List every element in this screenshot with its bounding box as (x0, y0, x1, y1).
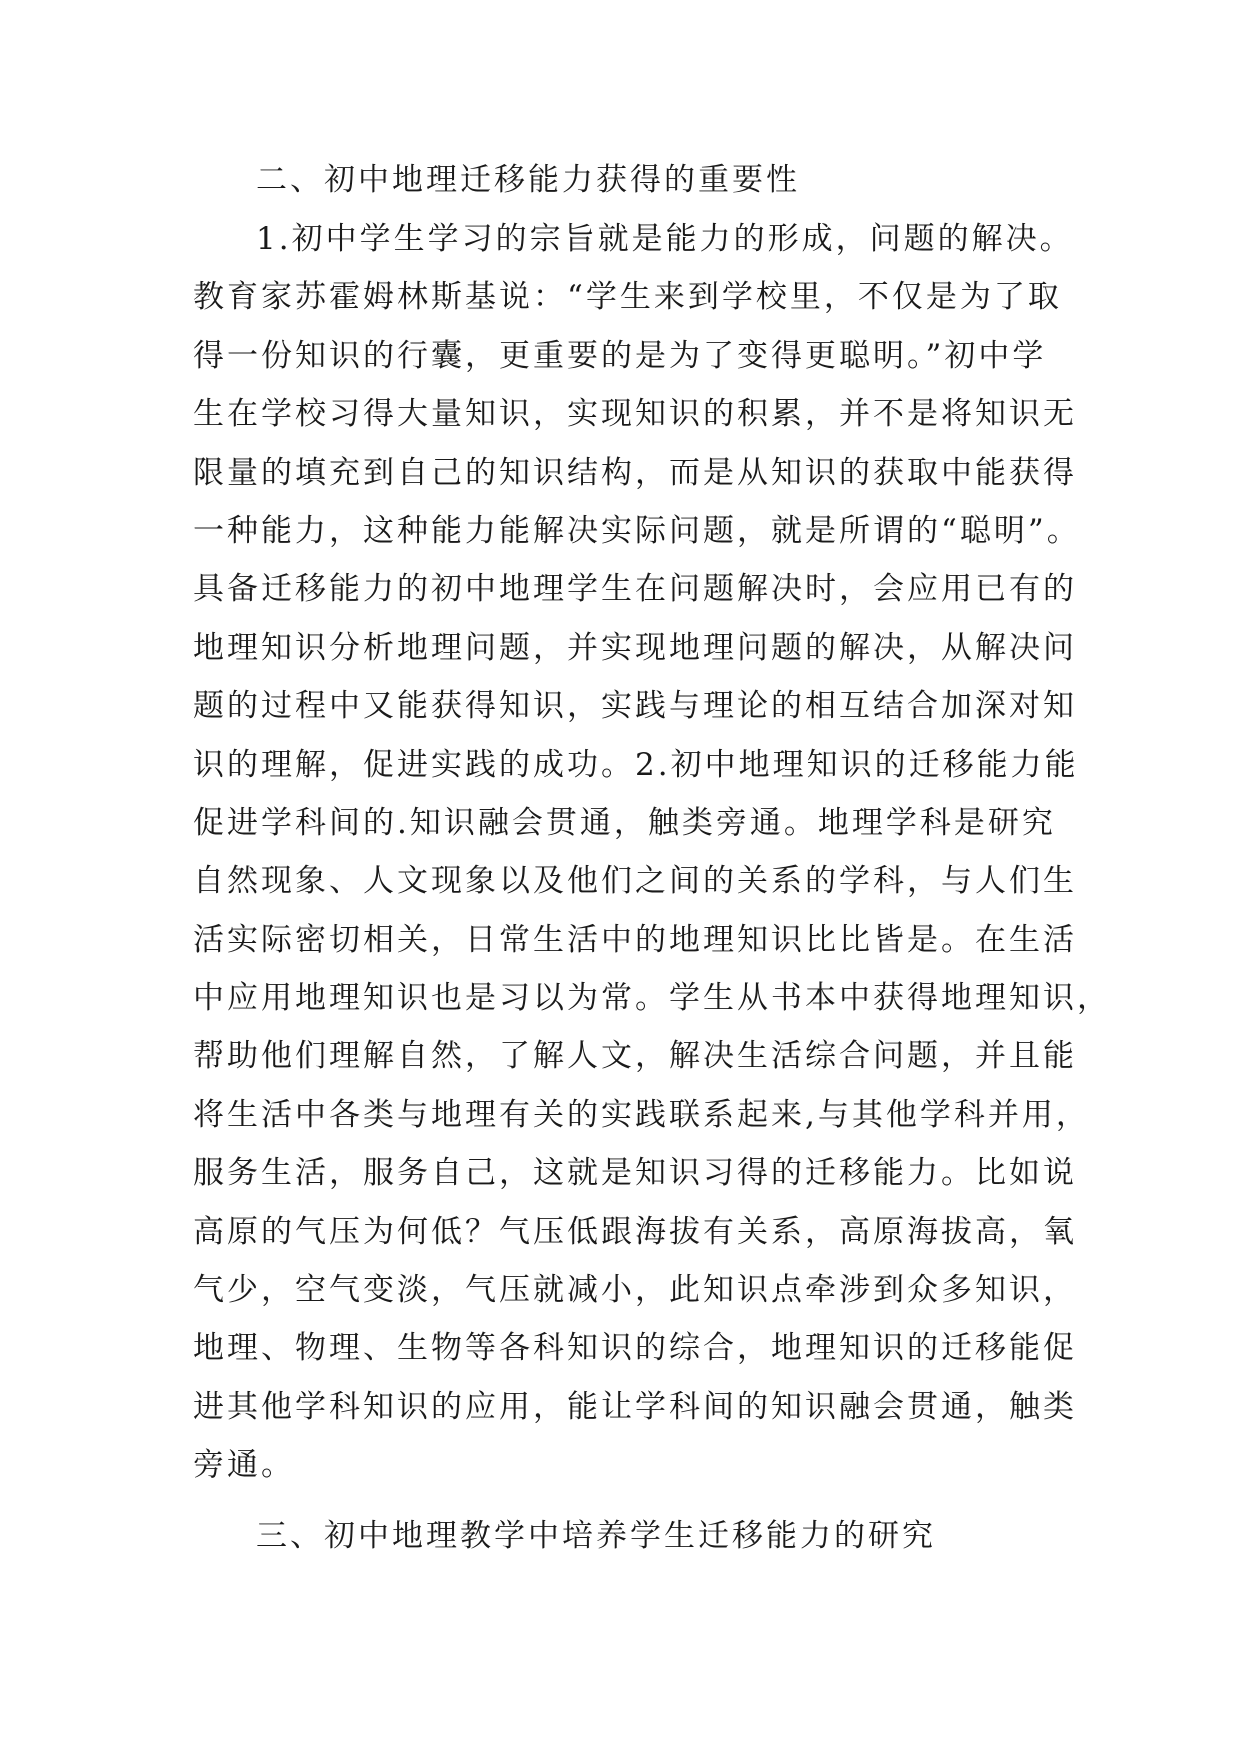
paragraph-line: 自然现象、人文现象以及他们之间的关系的学科，与人们生 (193, 863, 1077, 900)
paragraph-line: 一种能力，这种能力能解决实际问题，就是所谓的“聪明”。 (193, 512, 1081, 549)
paragraph-line: 教育家苏霍姆林斯基说：“学生来到学校里，不仅是为了取 (193, 279, 1062, 316)
section-heading: 三、初中地理教学中培养学生迁移能力的研究 (256, 1517, 936, 1554)
paragraph-line: 识的理解，促进实践的成功。2.初中地理知识的迁移能力能 (193, 746, 1079, 783)
paragraph-line: 题的过程中又能获得知识，实践与理论的相互结合加深对知 (193, 688, 1077, 725)
paragraph-line: 高原的气压为何低？气压低跟海拔有关系，高原海拔高，氧 (193, 1213, 1077, 1250)
paragraph-line: 气少，空气变淡，气压就减小，此知识点牵涉到众多知识， (193, 1272, 1077, 1309)
paragraph-line: 地理知识分析地理问题，并实现地理问题的解决，从解决问 (193, 629, 1077, 666)
paragraph-line: 限量的填充到自己的知识结构，而是从知识的获取中能获得 (193, 454, 1077, 491)
paragraph-line: 地理、物理、生物等各科知识的综合，地理知识的迁移能促 (193, 1330, 1077, 1367)
paragraph-line: 进其他学科知识的应用，能让学科间的知识融会贯通，触类 (193, 1388, 1077, 1425)
paragraph-line: 活实际密切相关，日常生活中的地理知识比比皆是。在生活 (193, 921, 1077, 958)
paragraph-line: 促进学科间的.知识融会贯通，触类旁通。地理学科是研究 (193, 804, 1056, 841)
body-paragraph (193, 210, 1111, 1495)
paragraph-line: 将生活中各类与地理有关的实践联系起来,与其他学科并用， (193, 1096, 1090, 1133)
document-page (193, 150, 1111, 1565)
section-heading: 二、初中地理迁移能力获得的重要性 (256, 162, 800, 198)
paragraph-line: 得一份知识的行囊，更重要的是为了变得更聪明。”初中学 (193, 337, 1047, 374)
paragraph-line: 帮助他们理解自然，了解人文，解决生活综合问题，并且能 (193, 1038, 1077, 1075)
paragraph-line: 具备迁移能力的初中地理学生在问题解决时，会应用已有的 (193, 571, 1077, 608)
paragraph-line: 旁通。 (193, 1447, 295, 1484)
paragraph-line: 中应用地理知识也是习以为常。学生从书本中获得地理知识， (193, 980, 1111, 1017)
paragraph-line: 1.初中学生学习的宗旨就是能力的形成，问题的解决。 (256, 221, 1074, 257)
paragraph-line: 服务生活，服务自己，这就是知识习得的迁移能力。比如说 (193, 1155, 1077, 1192)
paragraph-line: 生在学校习得大量知识，实现知识的积累，并不是将知识无 (193, 396, 1077, 433)
